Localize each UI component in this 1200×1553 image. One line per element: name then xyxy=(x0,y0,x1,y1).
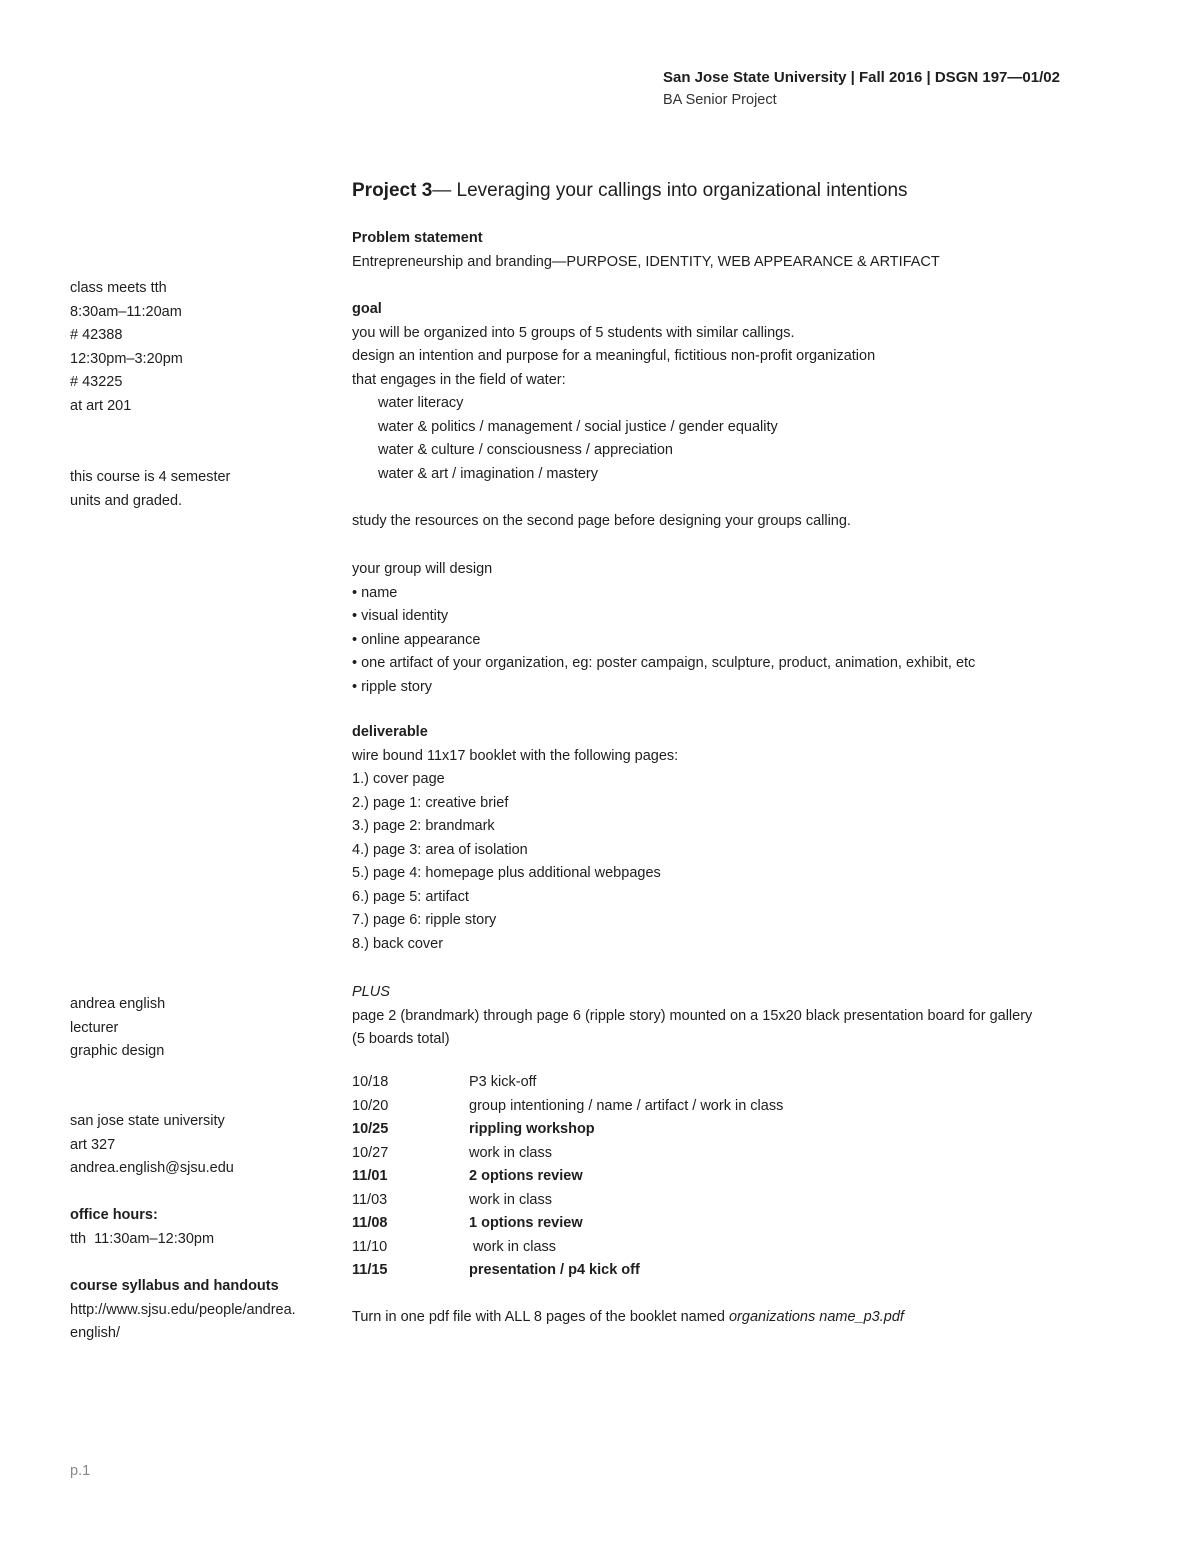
deliverable-item: 5.) page 4: homepage plus additional webpages xyxy=(352,865,661,881)
goal-line: design an intention and purpose for a meaningful, fictitious non-profit organization xyxy=(352,348,876,364)
schedule-task: work in class xyxy=(469,1144,552,1161)
email-link[interactable]: andrea.english@sjsu.edu xyxy=(70,1160,234,1176)
syllabus-url[interactable]: http://www.sjsu.edu/people/andrea. xyxy=(70,1301,296,1318)
problem-section xyxy=(352,227,1112,274)
sidebar-instructor xyxy=(70,993,320,1064)
schedule-date: 10/20 xyxy=(352,1097,389,1114)
goal-heading: goal xyxy=(352,301,382,317)
schedule-row xyxy=(352,1189,1112,1213)
sidebar-line: 12:30pm–3:20pm xyxy=(70,350,183,367)
sidebar-line: 8:30am–11:20am xyxy=(70,303,182,320)
sidebar-line: graphic design xyxy=(70,1043,165,1059)
schedule-date: 10/18 xyxy=(352,1074,389,1090)
schedule-date: 10/27 xyxy=(352,1144,389,1161)
office-hours-heading: office hours: xyxy=(70,1207,158,1223)
page-title xyxy=(352,176,908,206)
page-number: p.1 xyxy=(70,1463,91,1479)
sidebar-line: lecturer xyxy=(70,1019,119,1036)
sidebar-line: andrea english xyxy=(70,996,166,1012)
design-item: • name xyxy=(352,584,398,601)
schedule-row xyxy=(352,1236,1112,1260)
sidebar-line: # 42388 xyxy=(70,327,123,343)
plus-line: page 2 (brandmark) through page 6 (ripple story) mounted on a 15x20 black presentation board for gallery xyxy=(352,1007,1033,1024)
schedule-row xyxy=(352,1071,1112,1095)
design-intro: your group will design xyxy=(352,561,493,577)
goal-item: water & politics / management / social justice / gender equality xyxy=(378,418,778,435)
schedule-row xyxy=(352,1142,1112,1166)
deliverable-item: 1.) cover page xyxy=(352,771,445,787)
goal-item: water & art / imagination / mastery xyxy=(378,465,598,482)
deliverable-section xyxy=(352,721,1112,956)
schedule-date: 11/03 xyxy=(352,1191,388,1208)
sidebar-class-meets xyxy=(70,277,320,418)
schedule-row xyxy=(352,1165,1112,1189)
sidebar-line: units and graded. xyxy=(70,492,183,509)
turnin-filename: organizations name_p3.pdf xyxy=(728,1309,904,1325)
sidebar-line: art 327 xyxy=(70,1136,116,1153)
sidebar-line: this course is 4 semester xyxy=(70,469,231,485)
schedule-date: 11/08 xyxy=(352,1215,388,1231)
goal-line: you will be organized into 5 groups of 5 students with similar callings. xyxy=(352,324,795,341)
header-course-line: San Jose State University | Fall 2016 | DSGN 197—01/02 xyxy=(663,69,1060,86)
goal-line: that engages in the field of water: xyxy=(352,371,566,388)
office-hours-text: tth 11:30am–12:30pm xyxy=(70,1230,215,1247)
sidebar-line: at art 201 xyxy=(70,397,132,414)
schedule-row xyxy=(352,1118,1112,1142)
page-header xyxy=(663,67,1060,111)
schedule-task: group intentioning / name / artifact / work in class xyxy=(469,1097,784,1114)
schedule-date: 11/01 xyxy=(352,1168,388,1184)
sidebar-office-hours xyxy=(70,1204,320,1251)
design-section xyxy=(352,558,1112,699)
plus-label: PLUS xyxy=(352,984,390,1000)
schedule-row xyxy=(352,1259,1112,1283)
goal-item: water literacy xyxy=(378,395,464,411)
schedule-date: 11/15 xyxy=(352,1262,388,1278)
schedule-task: work in class xyxy=(469,1191,552,1208)
goal-item: water & culture / consciousness / appreciation xyxy=(378,442,673,458)
problem-heading: Problem statement xyxy=(352,230,483,246)
schedule-task: presentation / p4 kick off xyxy=(469,1262,640,1278)
problem-text: Entrepreneurship and branding—PURPOSE, IDENTITY, WEB APPEARANCE & ARTIFACT xyxy=(352,253,940,270)
plus-line: (5 boards total) xyxy=(352,1031,450,1047)
deliverable-heading: deliverable xyxy=(352,724,428,740)
sidebar-line: class meets tth xyxy=(70,280,167,296)
schedule-date: 11/10 xyxy=(352,1238,388,1255)
study-note: study the resources on the second page before designing your groups calling. xyxy=(352,513,851,529)
header-subtitle: BA Senior Project xyxy=(663,92,777,108)
syllabus-heading: course syllabus and handouts xyxy=(70,1278,279,1294)
schedule-task: P3 kick-off xyxy=(469,1074,537,1090)
deliverable-item: 8.) back cover xyxy=(352,935,444,952)
design-item: • online appearance xyxy=(352,631,481,648)
schedule-task: 1 options review xyxy=(469,1215,583,1231)
schedule-table xyxy=(352,1071,1112,1283)
design-item: • visual identity xyxy=(352,608,449,624)
deliverable-intro: wire bound 11x17 booklet with the following pages: xyxy=(352,747,679,764)
syllabus-url[interactable]: english/ xyxy=(70,1325,120,1341)
schedule-row xyxy=(352,1212,1112,1236)
deliverable-item: 7.) page 6: ripple story xyxy=(352,912,497,928)
project-label: Project 3 xyxy=(352,180,433,201)
schedule-row xyxy=(352,1095,1112,1119)
plus-section xyxy=(352,981,1112,1052)
deliverable-item: 3.) page 2: brandmark xyxy=(352,818,495,834)
sidebar-contact xyxy=(70,1110,320,1181)
sidebar-units xyxy=(70,466,320,513)
deliverable-item: 6.) page 5: artifact xyxy=(352,888,469,905)
design-item: • ripple story xyxy=(352,678,433,695)
project-subtitle: — Leveraging your callings into organizational intentions xyxy=(432,180,908,201)
sidebar-line: # 43225 xyxy=(70,374,123,390)
deliverable-item: 2.) page 1: creative brief xyxy=(352,794,509,811)
turnin-note xyxy=(352,1306,1112,1330)
schedule-task: rippling workshop xyxy=(469,1121,595,1137)
schedule-task: 2 options review xyxy=(469,1168,583,1184)
goal-section xyxy=(352,298,1112,486)
schedule-task: work in class xyxy=(469,1238,557,1255)
design-item: • one artifact of your organization, eg: poster campaign, sculpture, product, animation, exhibit, etc xyxy=(352,655,976,671)
deliverable-item: 4.) page 3: area of isolation xyxy=(352,841,528,858)
turnin-text: Turn in one pdf file with ALL 8 pages of the booklet named xyxy=(352,1309,729,1325)
sidebar-line: san jose state university xyxy=(70,1113,225,1129)
sidebar-syllabus xyxy=(70,1275,320,1346)
schedule-date: 10/25 xyxy=(352,1121,389,1137)
